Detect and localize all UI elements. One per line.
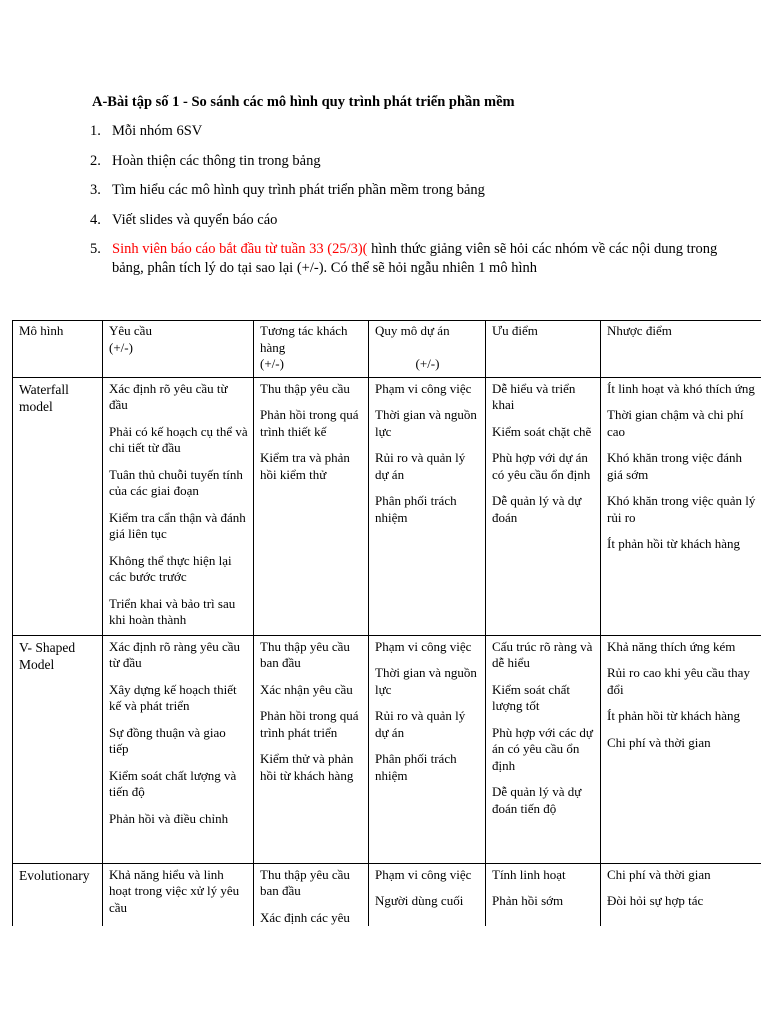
instruction-item	[90, 211, 730, 230]
scale-entry: Thời gian và nguồn lực	[375, 407, 477, 439]
header-interaction: Tương tác khách hàng (+/-)	[254, 321, 369, 378]
interaction-entry: Thu thập yêu cầu	[260, 380, 350, 396]
model-name: Waterfall model	[19, 381, 69, 414]
cell-scale	[369, 377, 486, 635]
cell-scale	[369, 635, 486, 863]
instruction-list	[90, 122, 730, 289]
header-requirements: Yêu cầu (+/-)	[103, 321, 254, 378]
interaction-entry: Phản hồi trong quá trình thiết kế	[260, 407, 359, 439]
cell-requirements	[103, 377, 254, 635]
deadline-note: Sinh viên báo cáo bắt đầu từ tuần 33 (25/3)(	[112, 241, 368, 257]
instruction-item	[90, 152, 730, 171]
cell-model	[13, 377, 103, 635]
cons-entry: Thời gian chậm và chi phí cao	[607, 407, 744, 439]
pros-entry: Tính linh hoạt	[492, 866, 566, 882]
instruction-detail: hình thức giảng viên sẽ hỏi các nhóm về các nội dung trong bảng, phân tích lý do tại sao lại (+/-). Có thể sẽ hỏi ngẫu nhiên 1 mô hình	[112, 241, 718, 276]
header-requirements-sub: (+/-)	[109, 339, 133, 355]
header-interaction-sub: (+/-)	[260, 356, 284, 371]
page-title: A-Bài tập số 1 - So sánh các mô hình quy trình phát triển phần mềm	[92, 94, 515, 110]
scale-entry: Phân phối trách nhiệm	[375, 493, 457, 525]
pros-entry: Phù hợp với các dự án có yêu cầu ổn định	[492, 724, 593, 773]
requirements-entry: Tuân thủ chuỗi tuyến tính của các giai đoạn	[109, 466, 243, 498]
requirements-entry: Xác định rõ ràng yêu cầu từ đầu	[109, 638, 241, 670]
interaction-entry: Thu thập yêu cầu ban đầu	[260, 866, 350, 898]
instruction-text	[112, 240, 730, 278]
instruction-number: 5.	[90, 241, 101, 257]
instruction-item	[90, 240, 730, 278]
scale-entry: Phạm vi công việc	[375, 866, 472, 882]
scale-entry: Phạm vi công việc	[375, 380, 472, 396]
cons-entry: Ít phản hồi từ khách hàng	[607, 708, 741, 723]
table-row	[13, 635, 762, 863]
table-row	[13, 863, 762, 926]
cell-pros	[486, 377, 601, 635]
header-scale-sub: (+/-)	[415, 355, 440, 371]
cell-cons	[601, 635, 762, 863]
instruction-text: Tìm hiểu các mô hình quy trình phát triển phần mềm trong bảng	[112, 182, 485, 198]
instruction-item	[90, 181, 730, 200]
pros-entry: Dễ quản lý và dự đoán tiến độ	[492, 784, 582, 816]
requirements-entry: Phải có kế hoạch cụ thể và chi tiết từ đầu	[109, 423, 248, 455]
model-name: Evolutionary	[19, 867, 90, 883]
table-header-row	[13, 321, 762, 378]
requirements-entry: Kiểm soát chất lượng và tiến độ	[109, 767, 237, 799]
cell-requirements	[103, 863, 254, 926]
cons-entry: Đòi hỏi sự hợp tác	[607, 893, 704, 908]
instruction-number: 3.	[90, 182, 101, 198]
interaction-entry: Kiểm thử và phản hồi từ khách hàng	[260, 751, 354, 783]
requirements-entry: Phản hồi và điều chỉnh	[109, 810, 229, 826]
cons-entry: Ít linh hoạt và khó thích ứng	[607, 380, 755, 396]
cell-requirements	[103, 635, 254, 863]
scale-entry: Người dùng cuối	[375, 893, 464, 908]
requirements-entry: Sự đồng thuận và giao tiếp	[109, 724, 226, 756]
requirements-entry: Kiểm tra cẩn thận và đánh giá liên tục	[109, 509, 246, 541]
pros-entry: Phù hợp với dự án có yêu cầu ổn định	[492, 450, 591, 482]
comparison-table-container	[12, 320, 761, 926]
header-cons: Nhược điểm	[601, 321, 762, 378]
instruction-text: Hoàn thiện các thông tin trong bảng	[112, 152, 321, 169]
cons-entry: Chi phí và thời gian	[607, 866, 711, 882]
table-row	[13, 377, 762, 635]
cell-cons	[601, 377, 762, 635]
header-scale: Quy mô dự án (+/-)	[369, 321, 486, 378]
instruction-text: Mỗi nhóm 6SV	[112, 123, 203, 139]
requirements-entry: Xác định rõ yêu cầu từ đầu	[109, 380, 228, 412]
cons-entry: Khó khăn trong việc đánh giá sớm	[607, 450, 743, 482]
cons-entry: Rủi ro cao khi yêu cầu thay đổi	[607, 665, 750, 697]
scale-entry: Thời gian và nguồn lực	[375, 665, 477, 697]
header-pros: Ưu điểm	[486, 321, 601, 378]
cell-scale	[369, 863, 486, 926]
requirements-entry: Triển khai và bảo trì sau khi hoàn thành	[109, 595, 236, 627]
pros-entry: Phản hồi sớm	[492, 893, 564, 908]
cell-interaction	[254, 635, 369, 863]
pros-entry: Dễ hiểu và triển khai	[492, 380, 576, 412]
scale-entry: Phân phối trách nhiệm	[375, 751, 457, 783]
scale-entry: Phạm vi công việc	[375, 638, 472, 654]
instruction-number: 1.	[90, 123, 101, 139]
scale-entry: Rủi ro và quản lý dự án	[375, 450, 466, 482]
cell-interaction	[254, 863, 369, 926]
interaction-entry: Kiểm tra và phản hồi kiểm thử	[260, 450, 350, 482]
cons-entry: Khả năng thích ứng kém	[607, 638, 736, 654]
cell-model	[13, 863, 103, 926]
scale-entry: Rủi ro và quản lý dự án	[375, 708, 466, 740]
interaction-entry: Phản hồi trong quá trình phát triển	[260, 708, 359, 740]
cell-pros	[486, 863, 601, 926]
cell-cons	[601, 863, 762, 926]
cons-entry: Ít phản hồi từ khách hàng	[607, 536, 741, 551]
requirements-entry: Không thể thực hiện lại các bước trước	[109, 552, 232, 584]
pros-entry: Kiểm soát chặt chẽ	[492, 423, 592, 439]
instruction-item	[90, 122, 730, 141]
cons-entry: Chi phí và thời gian	[607, 734, 711, 750]
cell-model	[13, 635, 103, 863]
interaction-entry: Xác nhận yêu cầu	[260, 681, 353, 697]
instruction-number: 4.	[90, 211, 101, 228]
interaction-entry: Xác định các yêu	[260, 909, 350, 925]
header-model: Mô hình	[13, 321, 103, 378]
cell-interaction	[254, 377, 369, 635]
cons-entry: Khó khăn trong việc quản lý rủi ro	[607, 493, 756, 525]
pros-entry: Kiểm soát chất lượng tốt	[492, 681, 570, 713]
model-name: V- Shaped Model	[19, 639, 76, 672]
requirements-entry: Khả năng hiểu và linh hoạt trong việc xử lý yêu cầu	[109, 866, 240, 915]
comparison-table	[12, 320, 761, 926]
instruction-number: 2.	[90, 152, 101, 169]
pros-entry: Cấu trúc rõ ràng và dễ hiểu	[492, 638, 593, 670]
requirements-entry: Xây dựng kế hoạch thiết kế và phát triển	[109, 681, 237, 713]
instruction-text: Viết slides và quyển báo cáo	[112, 211, 278, 228]
interaction-entry: Thu thập yêu cầu ban đầu	[260, 638, 350, 670]
cell-pros	[486, 635, 601, 863]
pros-entry: Dễ quản lý và dự đoán	[492, 493, 582, 525]
